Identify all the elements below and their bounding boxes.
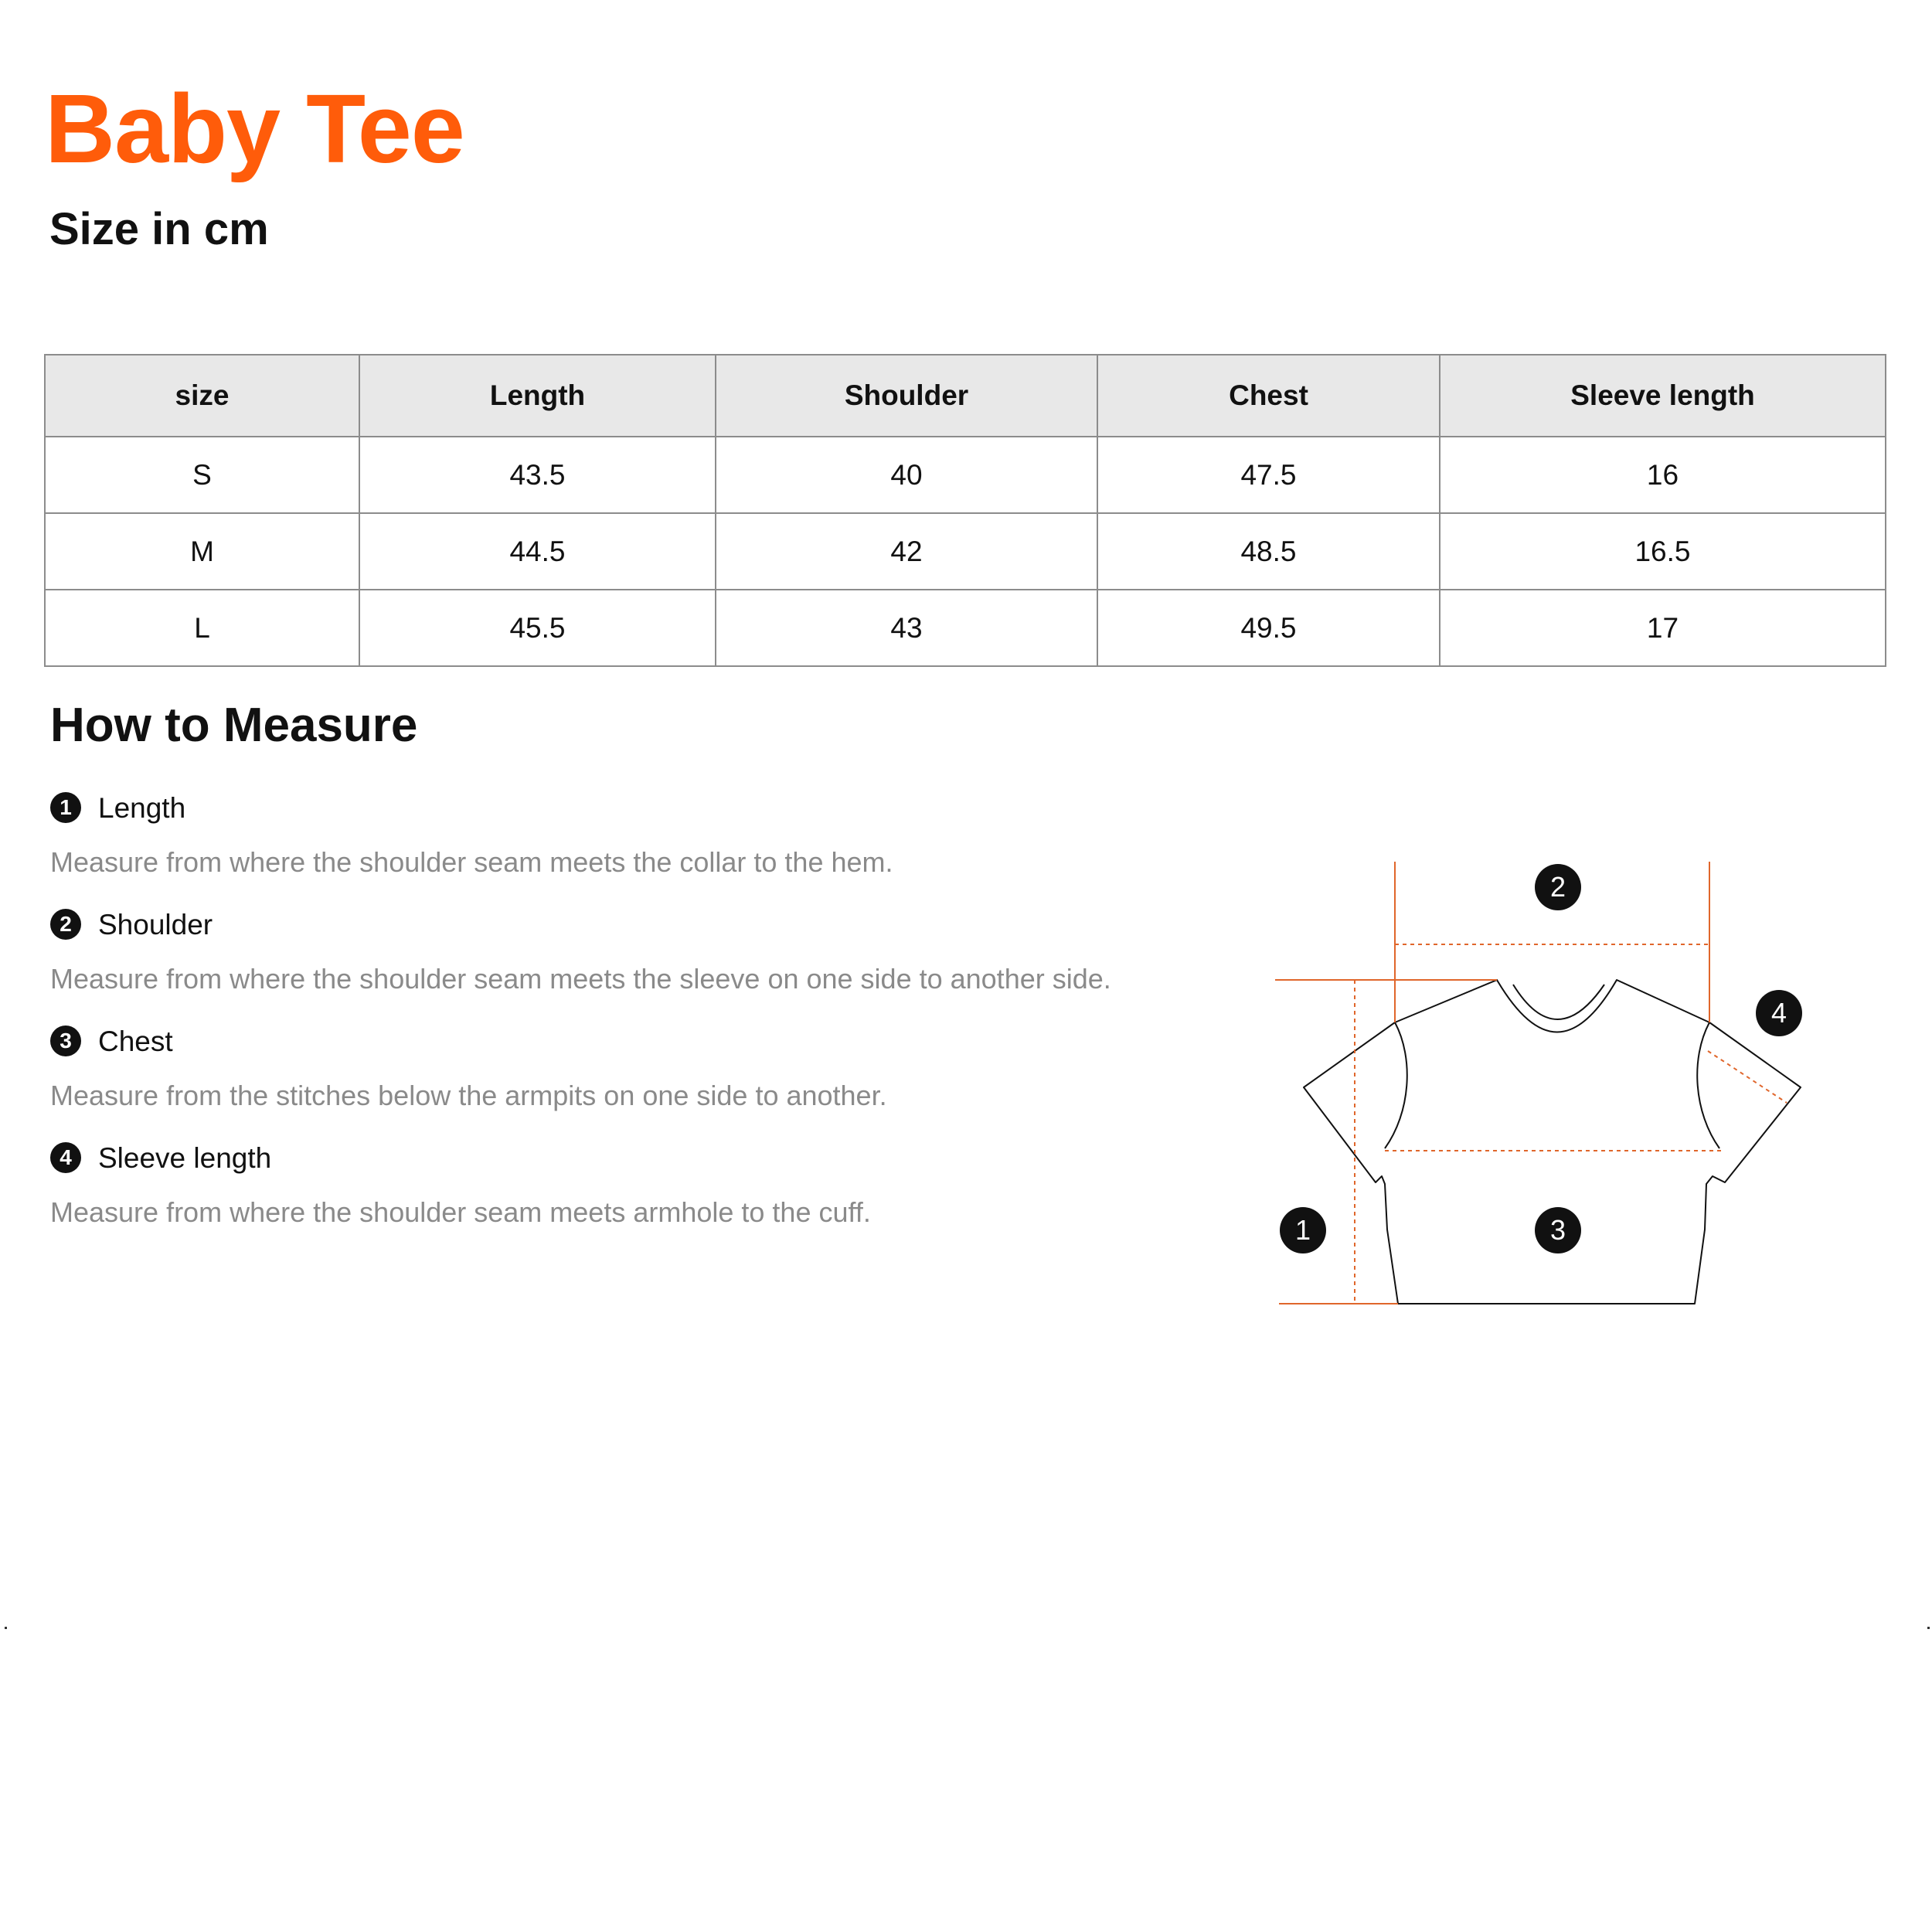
- number-badge: 2: [50, 909, 81, 940]
- table-cell: M: [45, 513, 359, 590]
- guide-label: [50, 788, 1209, 827]
- table-row: [45, 590, 1886, 666]
- guide-title: Chest: [98, 1025, 173, 1057]
- corner-tick-left: [5, 1627, 7, 1629]
- page-subtitle: Size in cm: [49, 204, 269, 254]
- table-cell: 48.5: [1097, 513, 1440, 590]
- table-cell: 45.5: [359, 590, 716, 666]
- guide-description: Measure from the stitches below the armpits on one side to another.: [50, 1080, 887, 1111]
- diagram-marker-chest: [1535, 1207, 1581, 1253]
- guide-label: [50, 1138, 1209, 1177]
- measurement-guides: [1275, 862, 1787, 1304]
- guide-description: Measure from where the shoulder seam meets the sleeve on one side to another side.: [50, 963, 1111, 995]
- page-title: Baby Tee: [45, 74, 464, 183]
- how-to-measure-heading: How to Measure: [50, 699, 418, 752]
- table-header-row: [45, 355, 1886, 437]
- table-cell: 16.5: [1440, 513, 1886, 590]
- header-size: size: [45, 355, 359, 437]
- size-table: [44, 354, 1886, 667]
- table-cell: 17: [1440, 590, 1886, 666]
- svg-text:4: 4: [1770, 997, 1787, 1029]
- guide-label: [50, 905, 1209, 944]
- table-cell: 43: [716, 590, 1097, 666]
- table-cell: 49.5: [1097, 590, 1440, 666]
- header-length: Length: [359, 355, 716, 437]
- table-row: [45, 437, 1886, 513]
- number-badge: 4: [50, 1142, 81, 1173]
- guide-title: Sleeve length: [98, 1141, 272, 1174]
- svg-text:1: 1: [1294, 1214, 1311, 1246]
- header-shoulder: Shoulder: [716, 355, 1097, 437]
- guide-title: Length: [98, 791, 186, 824]
- svg-text:2: 2: [1549, 871, 1566, 903]
- header-sleeve-length: Sleeve length: [1440, 355, 1886, 437]
- guide-description: Measure from where the shoulder seam meets armhole to the cuff.: [50, 1196, 871, 1228]
- table-cell: S: [45, 437, 359, 513]
- table-cell: 16: [1440, 437, 1886, 513]
- table-cell: 40: [716, 437, 1097, 513]
- table-cell: 47.5: [1097, 437, 1440, 513]
- tshirt-outline: [1304, 980, 1801, 1304]
- diagram-marker-shoulder: [1535, 864, 1581, 910]
- tshirt-measurement-diagram: [1252, 850, 1839, 1329]
- guide-label: [50, 1022, 1209, 1060]
- number-badge: 1: [50, 792, 81, 823]
- guide-item-chest: [50, 1022, 1209, 1112]
- corner-tick-right: [1927, 1627, 1930, 1629]
- guide-item-sleeve-length: [50, 1138, 1209, 1229]
- diagram-marker-length: [1280, 1207, 1326, 1253]
- table-cell: 43.5: [359, 437, 716, 513]
- diagram-marker-sleeve-length: [1756, 990, 1802, 1036]
- guide-title: Shoulder: [98, 908, 213, 940]
- table-cell: L: [45, 590, 359, 666]
- table-cell: 42: [716, 513, 1097, 590]
- guide-item-length: [50, 788, 1209, 879]
- header-chest: Chest: [1097, 355, 1440, 437]
- guide-description: Measure from where the shoulder seam meets the collar to the hem.: [50, 846, 893, 878]
- number-badge: 3: [50, 1026, 81, 1056]
- table-cell: 44.5: [359, 513, 716, 590]
- guide-item-shoulder: [50, 905, 1209, 995]
- svg-text:3: 3: [1549, 1214, 1566, 1246]
- table-row: [45, 513, 1886, 590]
